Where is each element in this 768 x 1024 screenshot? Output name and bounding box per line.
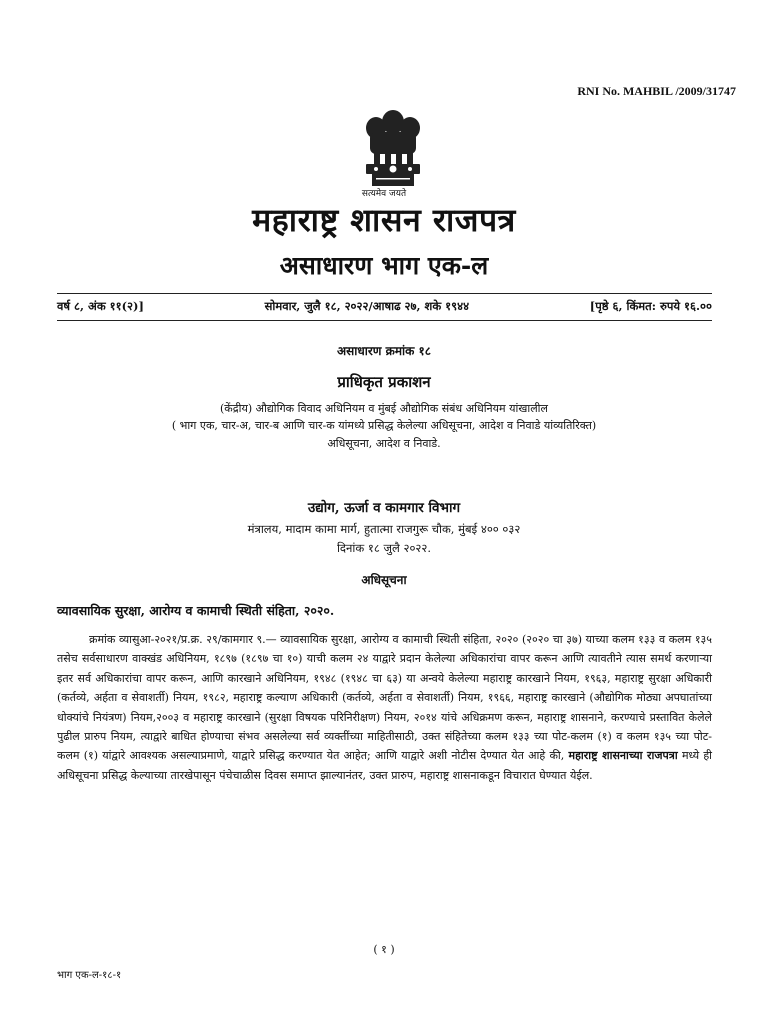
body-bold-gazette: महाराष्ट्र शासनाच्या राजपत्रा — [568, 749, 678, 763]
notification-body — [57, 630, 712, 785]
department-address: मंत्रालय, मादाम कामा मार्ग, हुतात्मा राजगुरू चौक, मुंबई ४०० ०३२ — [247, 522, 521, 536]
rni-number: RNI No. MAHBIL /2009/31747 — [577, 84, 736, 98]
gazette-subtitle: असाधारण भाग एक-ल — [279, 251, 489, 280]
notice-date: दिनांक १८ जुलै २०२२. — [336, 541, 432, 555]
emblem-motto: सत्यमेव जयते — [361, 189, 407, 199]
body-part-2: मध्ये ही अधिसूचना प्रसिद्ध केल्याच्या तारखेपासून पंचेचाळीस दिवस समाप्त झाल्यानंतर, उक्त प्रारुप, महाराष्ट्र शासनाकडून विचारात घेण्यात येईल. — [57, 749, 713, 782]
description-line-3: अधिसूचना, आदेश व निवाडे. — [327, 437, 441, 450]
department-name: उद्योग, ऊर्जा व कामगार विभाग — [307, 500, 461, 516]
page-number: ( १ ) — [373, 943, 395, 956]
volume-issue: वर्ष ८, अंक ११(२)] — [57, 299, 144, 313]
description-line-1: (केंद्रीय) औद्योगिक विवाद अधिनियम व मुंबई औद्योगिक संबंध अधिनियम यांखालील — [220, 402, 548, 415]
section-heading: व्यावसायिक सुरक्षा, आरोग्य व कामाची स्थिती संहिता, २०२०. — [57, 603, 335, 618]
gazette-title: महाराष्ट्र शासन राजपत्र — [252, 201, 516, 239]
national-emblem-icon — [354, 108, 432, 190]
extraordinary-number: असाधारण क्रमांक १८ — [336, 344, 431, 358]
authority-heading: प्राधिकृत प्रकाशन — [337, 373, 431, 391]
body-part-1: क्रमांक व्यासुआ-२०२१/प्र.क्र. २९/कामगार ९.— व्यावसायिक सुरक्षा, आरोग्य व कामाची स्थिती संहिता, २०२० (२०२० चा ३७) याच्या कलम १३३ व कलम १३५ तसेच सर्वसाधारण वाक्खंड अधिनियम, १८९७ (१८९७ चा १०) याची कलम २४ याद्वारे प्रदान केलेल्या अधिकारांचा वापर करून आणि त्यावतीने त्यास समर्थ करणाऱ्या इतर सर्व अधिकारांचा वापर करून, आणि कारखाने अधिनियम, १९४८ (१९४८ चा ६३) या अन्वये केलेल्या महाराष्ट्र कारखाने नियम, १९६३, महाराष्ट्र सुरक्षा अधिकारी (कर्तव्ये, अर्हता व सेवाशर्ती) नियम, १९८२, महाराष्ट्र कल्याण अधिकारी (कर्तव्ये, अर्हता व सेवाशर्ती) नियम, १९६६, महाराष्ट्र कारखाने (औद्योगिक मोठ्या अपघातांच्या धोक्यांचे नियंत्रण) नियम,२००३ व महाराष्ट्र कारखाने (सुरक्षा विषयक परिनिरीक्षण) नियम, २०१४ यांचे अधिक्रमण करून, महाराष्ट्र शासनाने, करण्याचे प्रस्तावित केलेले पुढील प्रारुप नियम, त्याद्वारे बाधित होण्याचा संभव असलेल्या सर्व व्यक्तींच्या माहितीसाठी, उक्त संहितेच्या कलम १३३ च्या पोट-कलम (१) व कलम १३५ च्या पोट-कलम (१) यांद्वारे आवश्यक असल्याप्रमाणे, याद्वारे प्रसिद्ध करण्यात येत आहेत; आणि याद्वारे अशी नोटीस देण्यात येत आहे की, — [57, 633, 712, 763]
pages-price: [पृष्ठे ६, किंमत: रुपये १६.०० — [589, 299, 712, 313]
issue-meta-row — [57, 299, 712, 314]
footer-code: भाग एक-ल-१८-१ — [57, 970, 122, 981]
notification-heading: अधिसूचना — [361, 573, 407, 587]
issue-date: सोमवार, जुलै १८, २०२२/आषाढ २७, शके १९४४ — [264, 299, 470, 313]
bottom-rule — [57, 320, 712, 321]
top-rule — [57, 293, 712, 294]
description-line-2: ( भाग एक, चार-अ, चार-ब आणि चार-क यांमध्ये प्रसिद्ध केलेल्या अधिसूचना, आदेश व निवाडे यांव्यतिरिक्त) — [171, 419, 597, 432]
